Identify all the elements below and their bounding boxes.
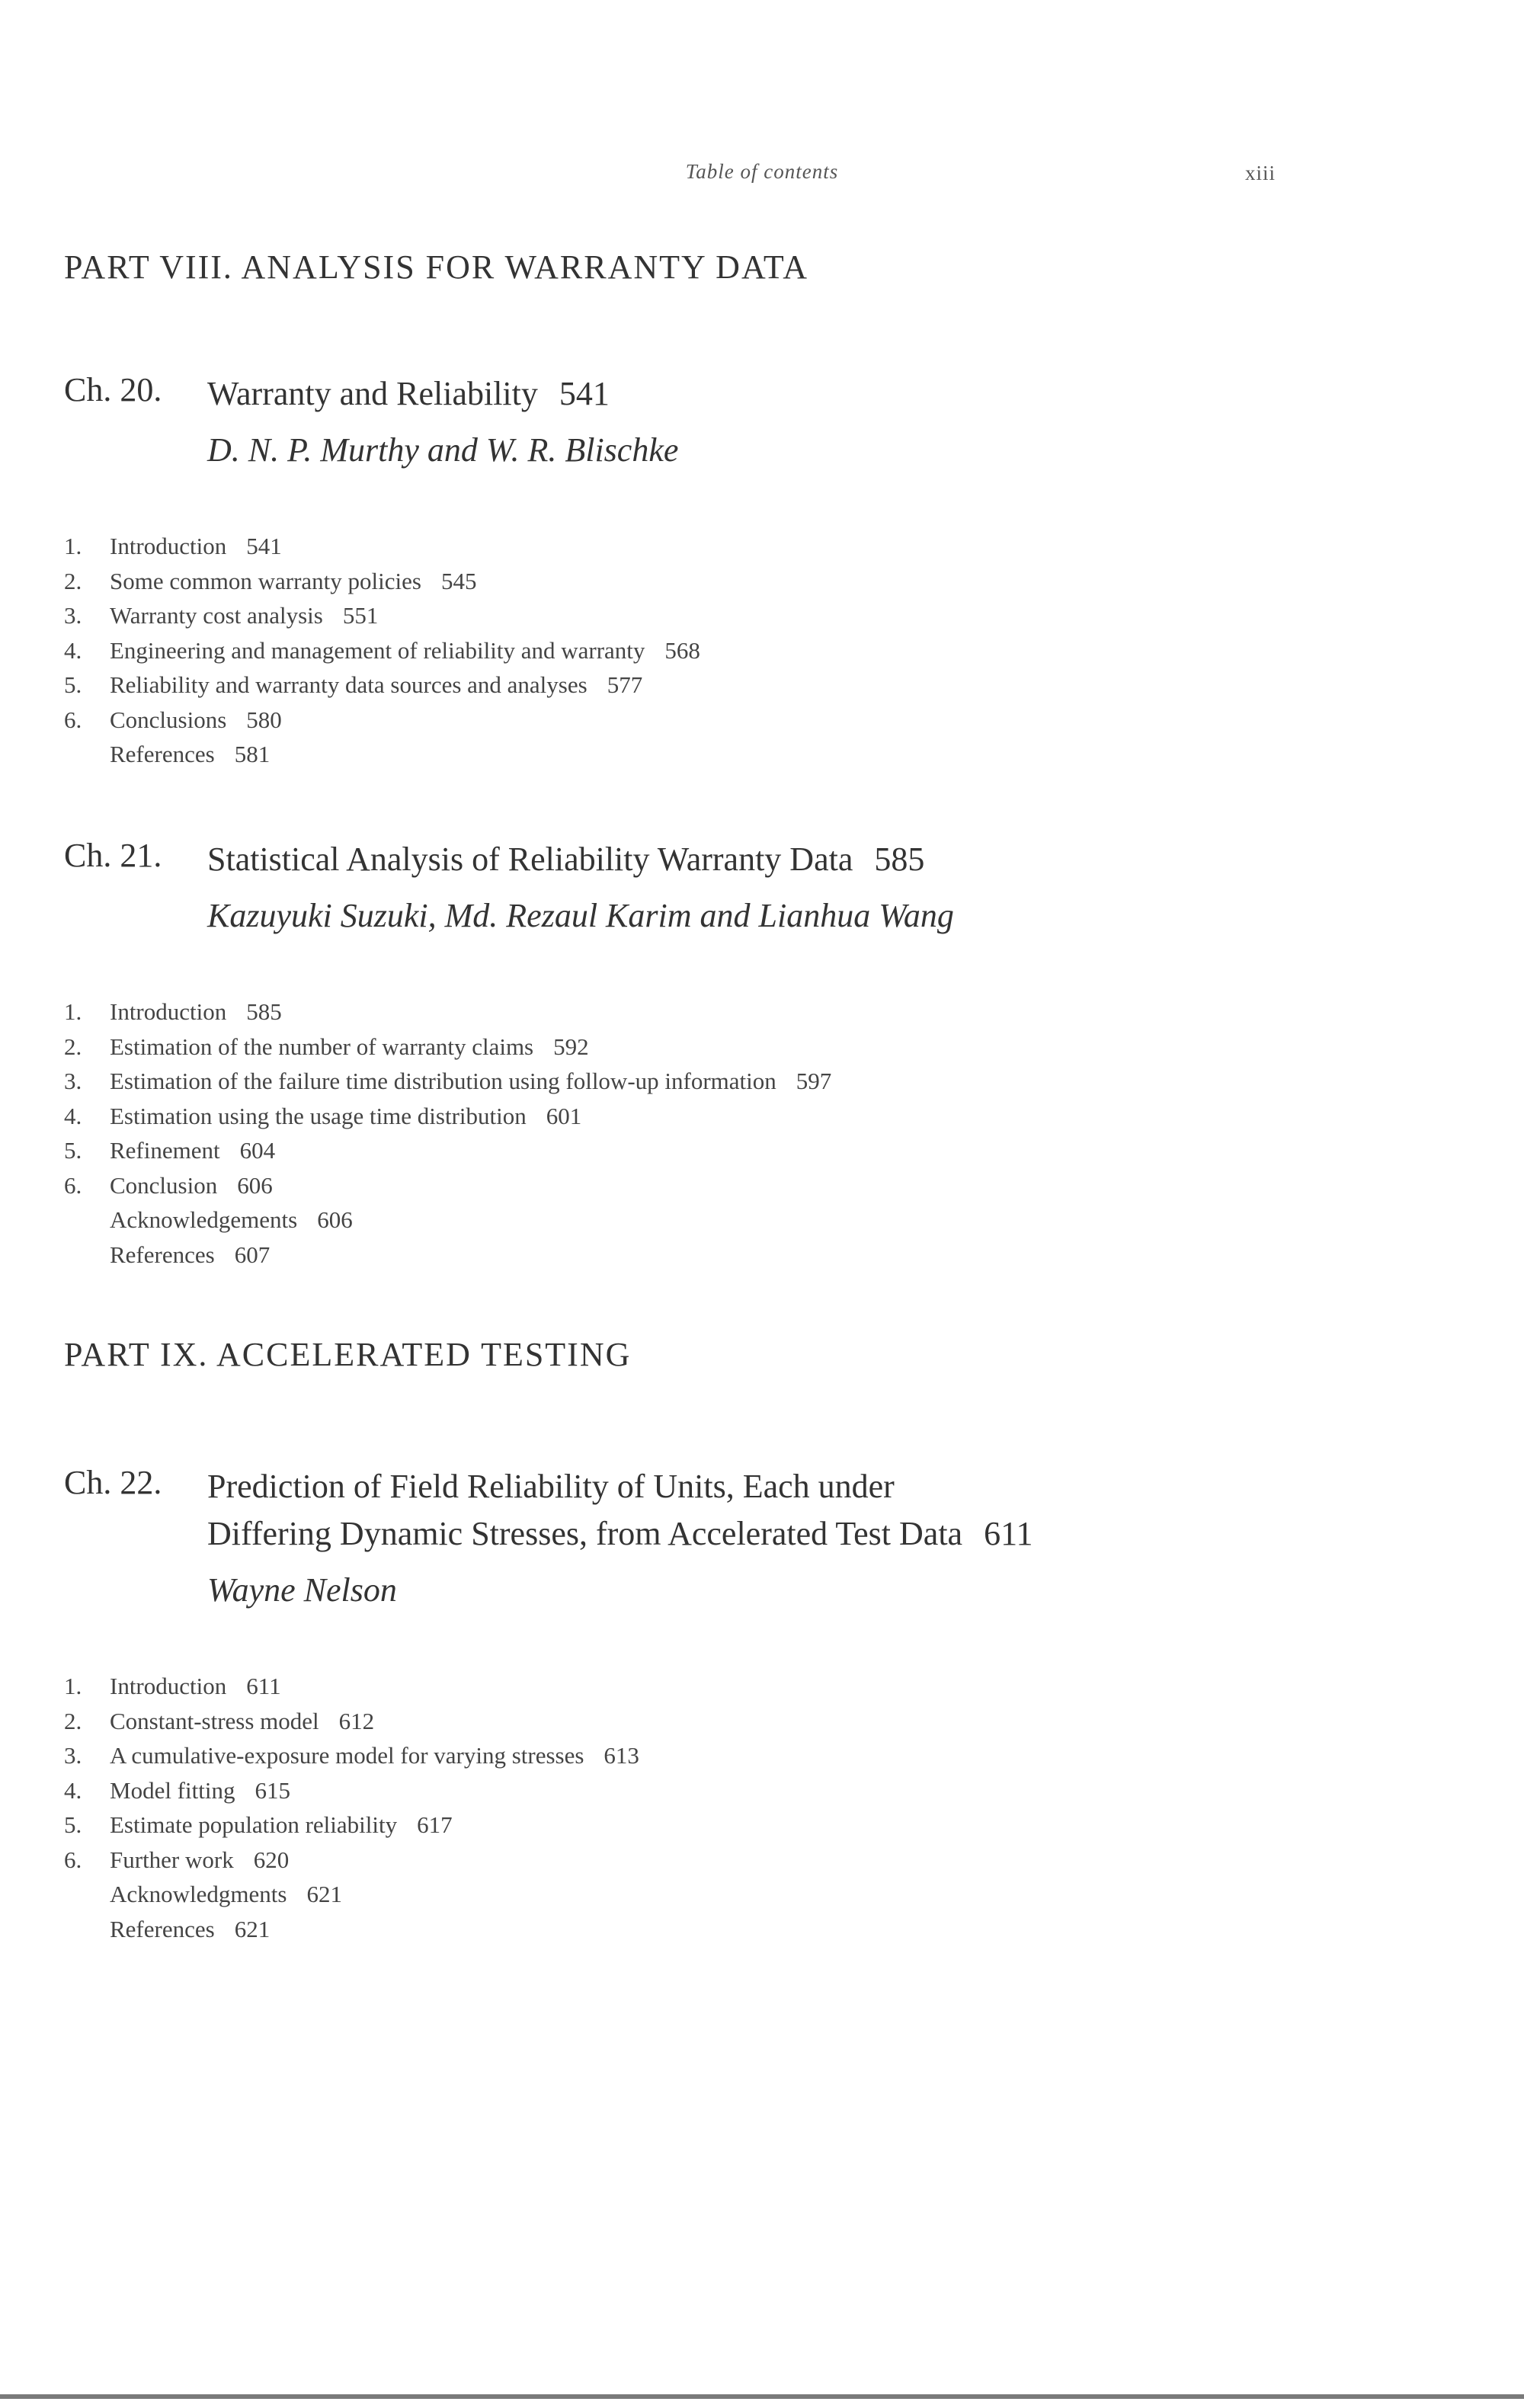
section-title: Introduction — [110, 533, 227, 559]
chapter-authors: Kazuyuki Suzuki, Md. Rezaul Karim and Lianhua Wang — [207, 897, 954, 934]
chapter-title-text: Prediction of Field Reliability of Units, Each under — [207, 1468, 895, 1505]
section-title: Acknowledgments — [110, 1881, 287, 1907]
chapter-heading — [64, 1463, 1359, 1614]
section-title: Some common warranty policies — [110, 567, 421, 594]
chapter-title-line — [207, 1463, 1359, 1510]
section-number — [64, 1202, 110, 1238]
section-item — [64, 1202, 1359, 1238]
chapter-title-text: Statistical Analysis of Reliability Warranty Data — [207, 841, 853, 878]
section-title: Warranty cost analysis — [110, 602, 323, 629]
section-item — [64, 1704, 1359, 1739]
section-list — [64, 529, 1359, 772]
section-list — [64, 994, 1359, 1272]
section-number: 4. — [64, 1776, 82, 1804]
chapter-20 — [64, 370, 1359, 772]
section-page: 613 — [604, 1742, 639, 1769]
chapter-authors: D. N. P. Murthy and W. R. Blischke — [207, 431, 679, 469]
section-title: Conclusion — [110, 1171, 218, 1199]
chapter-heading — [64, 836, 1359, 940]
section-number: 2. — [64, 1033, 82, 1060]
chapter-title-block — [207, 370, 1359, 474]
chapter-title-line — [207, 1510, 1359, 1558]
section-number: 6. — [64, 1846, 82, 1873]
chapter-page: 541 — [559, 375, 610, 412]
section-page: 620 — [253, 1846, 290, 1873]
section-page: 581 — [234, 741, 271, 767]
section-item — [64, 1808, 1359, 1843]
chapter-title-line — [207, 370, 1359, 418]
section-page: 611 — [246, 1673, 281, 1699]
section-item — [64, 1168, 1359, 1203]
section-title: Estimate population reliability — [110, 1811, 398, 1838]
section-number: 1. — [64, 1673, 82, 1699]
section-page: 580 — [246, 706, 282, 733]
chapter-page: 611 — [984, 1515, 1033, 1552]
section-page: 577 — [607, 671, 643, 698]
section-title: Estimation of the number of warranty claims — [110, 1033, 534, 1060]
section-page: 621 — [234, 1915, 271, 1942]
chapter-page: 585 — [874, 841, 925, 878]
section-page: 621 — [306, 1881, 342, 1907]
section-number: 5. — [64, 1811, 82, 1838]
part-title-ix: PART IX. ACCELERATED TESTING — [64, 1336, 632, 1373]
chapter-title-text: Warranty and Reliability — [207, 375, 538, 412]
section-item — [64, 1238, 1359, 1273]
bottom-edge-rule — [0, 2394, 1524, 2399]
section-list — [64, 1669, 1359, 1946]
section-title: Introduction — [110, 1673, 227, 1699]
chapter-number: Ch. 22. — [64, 1464, 162, 1501]
section-number: 2. — [64, 567, 82, 594]
section-title: A cumulative-exposure model for varying stresses — [110, 1742, 584, 1769]
section-title: References — [110, 741, 215, 767]
section-page: 601 — [546, 1102, 582, 1129]
section-page: 597 — [796, 1068, 832, 1094]
chapter-number: Ch. 21. — [64, 837, 162, 874]
section-item — [64, 1669, 1359, 1704]
section-number: 4. — [64, 636, 82, 664]
section-page: 585 — [246, 998, 282, 1025]
chapter-number: Ch. 20. — [64, 371, 162, 408]
section-number: 3. — [64, 1742, 82, 1769]
section-number: 3. — [64, 602, 82, 629]
section-title: Estimation using the usage time distribution — [110, 1102, 527, 1129]
chapter-title-block — [207, 836, 1359, 940]
section-title: Acknowledgements — [110, 1206, 298, 1233]
section-item — [64, 1877, 1359, 1912]
section-item — [64, 703, 1359, 738]
section-page: 607 — [234, 1241, 271, 1268]
section-number — [64, 737, 110, 772]
chapter-heading — [64, 370, 1359, 474]
section-number: 5. — [64, 1137, 82, 1164]
page-number: xiii — [1245, 162, 1276, 184]
section-number: 5. — [64, 671, 82, 698]
section-item — [64, 1029, 1359, 1065]
chapter-title-line — [207, 836, 1359, 883]
section-title: Reliability and warranty data sources and analyses — [110, 671, 588, 698]
section-item — [64, 1843, 1359, 1878]
section-number: 1. — [64, 998, 82, 1025]
section-item — [64, 1912, 1359, 1947]
section-title: Conclusions — [110, 706, 227, 733]
section-page: 568 — [664, 636, 700, 664]
section-page: 617 — [417, 1811, 453, 1838]
section-item — [64, 529, 1359, 564]
section-page: 606 — [317, 1206, 353, 1233]
section-number: 4. — [64, 1102, 82, 1129]
section-item — [64, 668, 1359, 703]
section-page: 615 — [255, 1776, 290, 1804]
section-item — [64, 1133, 1359, 1168]
section-number: 1. — [64, 533, 82, 559]
section-page: 592 — [553, 1033, 589, 1060]
section-number — [64, 1238, 110, 1273]
section-page: 604 — [239, 1137, 276, 1164]
part-title-viii: PART VIII. ANALYSIS FOR WARRANTY DATA — [64, 248, 808, 286]
chapter-21 — [64, 836, 1359, 1272]
section-page: 606 — [237, 1171, 273, 1199]
section-number — [64, 1877, 110, 1912]
section-item — [64, 994, 1359, 1029]
section-title: Estimation of the failure time distribution using follow-up information — [110, 1068, 776, 1094]
chapter-title-block — [207, 1463, 1359, 1614]
section-item — [64, 598, 1359, 633]
section-item — [64, 1738, 1359, 1773]
section-item — [64, 633, 1359, 668]
section-number — [64, 1912, 110, 1947]
section-item — [64, 564, 1359, 599]
chapter-22 — [64, 1463, 1359, 1946]
section-title: References — [110, 1241, 215, 1268]
chapter-authors: Wayne Nelson — [207, 1571, 397, 1609]
section-number: 6. — [64, 1171, 82, 1199]
section-title: Engineering and management of reliability and warranty — [110, 636, 645, 664]
section-page: 545 — [440, 567, 477, 594]
running-head: Table of contents — [685, 160, 839, 183]
section-title: Refinement — [110, 1137, 220, 1164]
section-number: 2. — [64, 1707, 82, 1734]
section-page: 551 — [342, 602, 379, 629]
section-title: References — [110, 1915, 215, 1942]
section-item — [64, 737, 1359, 772]
section-item — [64, 1773, 1359, 1808]
section-title: Further work — [110, 1846, 234, 1873]
section-title: Model fitting — [110, 1776, 235, 1804]
section-title: Constant-stress model — [110, 1707, 319, 1734]
chapter-title-text: Differing Dynamic Stresses, from Accelerated Test Data — [207, 1515, 963, 1552]
section-item — [64, 1064, 1359, 1099]
section-page: 612 — [338, 1707, 375, 1734]
section-page: 541 — [246, 533, 282, 559]
section-number: 6. — [64, 706, 82, 733]
section-title: Introduction — [110, 998, 227, 1025]
section-number: 3. — [64, 1068, 82, 1094]
section-item — [64, 1099, 1359, 1134]
